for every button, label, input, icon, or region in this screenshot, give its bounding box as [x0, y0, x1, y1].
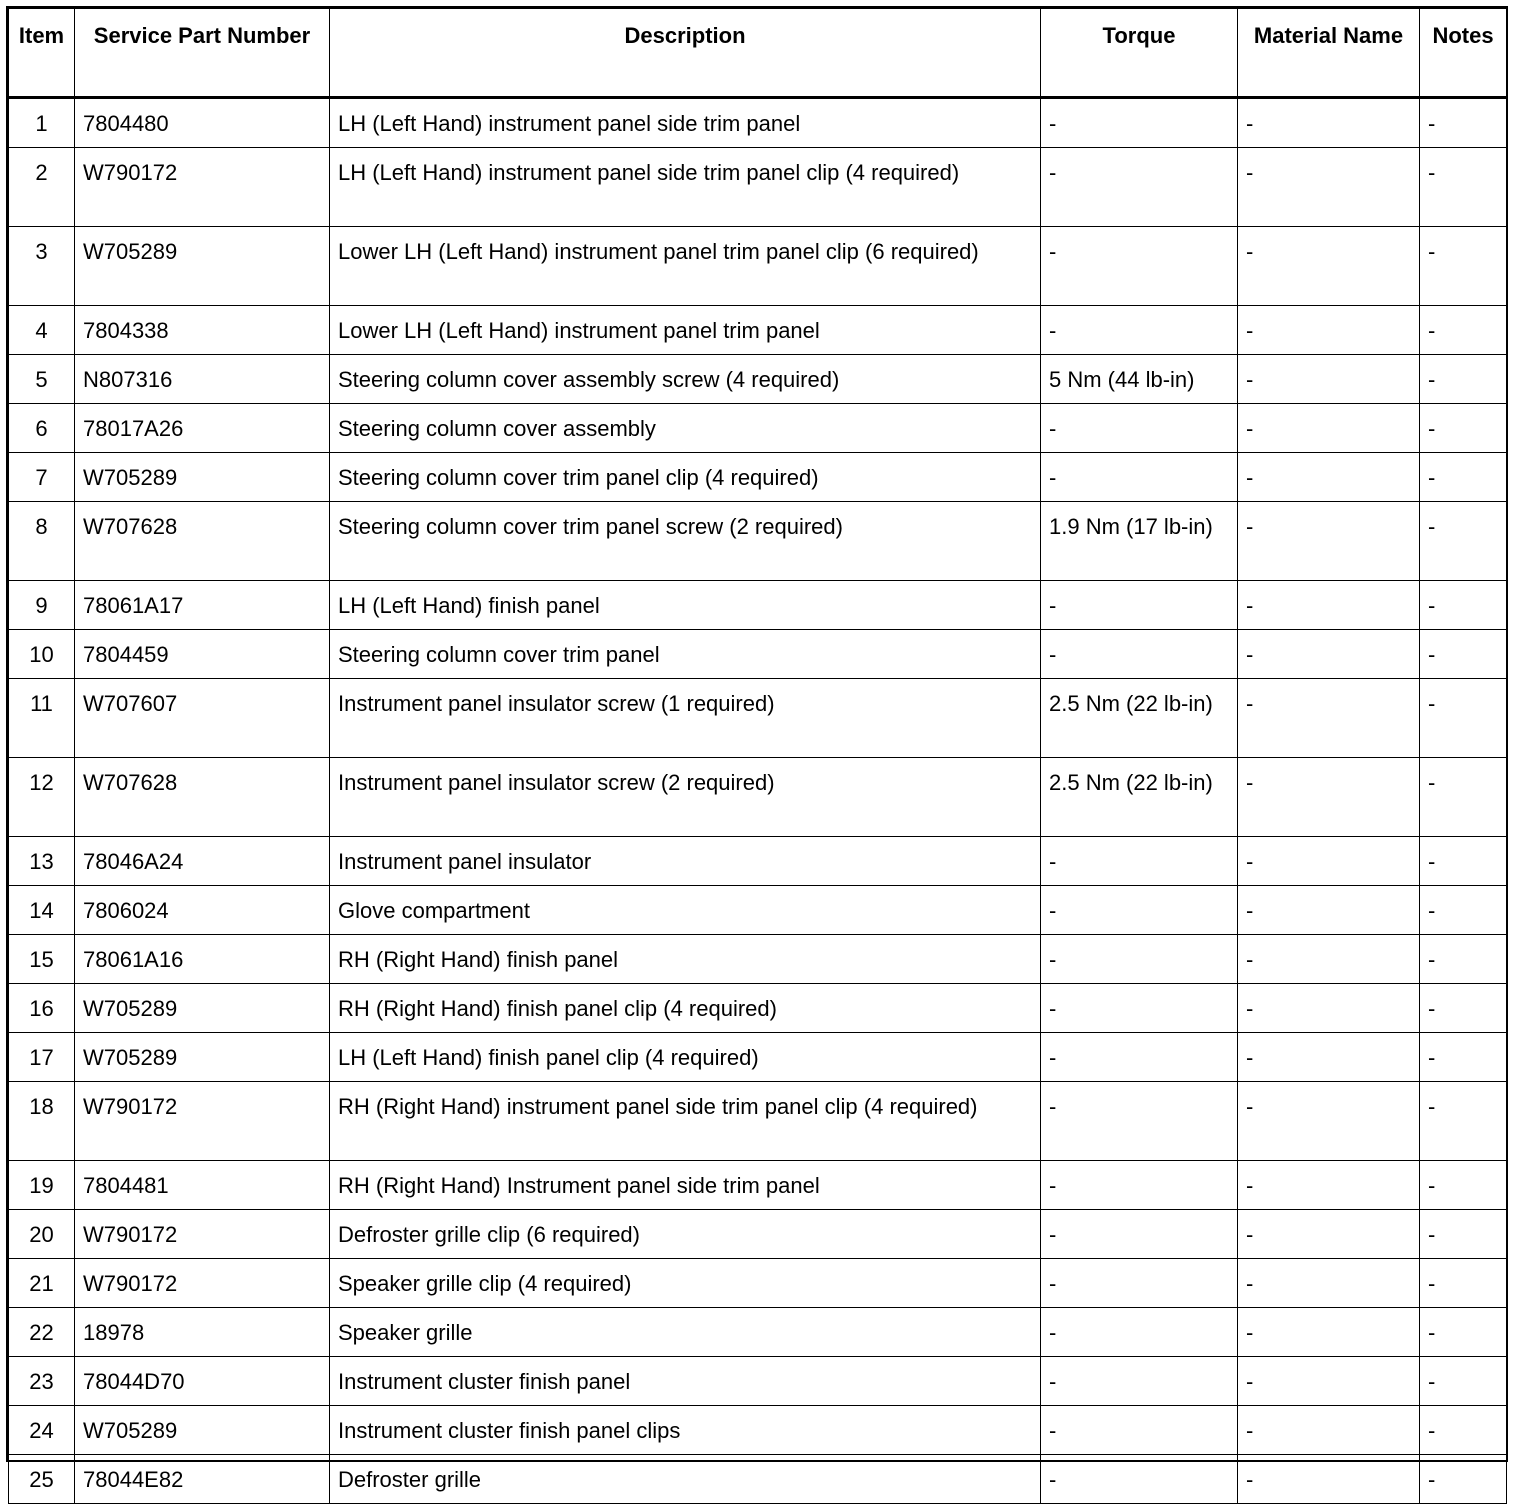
cell-notes: -: [1420, 502, 1507, 581]
cell-notes: -: [1420, 1308, 1507, 1357]
cell-notes: -: [1420, 98, 1507, 148]
cell-description: Lower LH (Left Hand) instrument panel trim panel clip (6 required): [330, 227, 1041, 306]
cell-item: 19: [9, 1161, 75, 1210]
cell-torque: 1.9 Nm (17 lb-in): [1041, 502, 1238, 581]
cell-material: -: [1238, 227, 1420, 306]
cell-notes: -: [1420, 984, 1507, 1033]
header-material-name: Material Name: [1238, 9, 1420, 98]
table-row: [9, 1082, 1507, 1161]
cell-description: RH (Right Hand) instrument panel side trim panel clip (4 required): [330, 1082, 1041, 1161]
cell-notes: -: [1420, 886, 1507, 935]
cell-material: -: [1238, 1210, 1420, 1259]
cell-torque: -: [1041, 1406, 1238, 1455]
cell-notes: -: [1420, 355, 1507, 404]
cell-item: 21: [9, 1259, 75, 1308]
cell-notes: -: [1420, 581, 1507, 630]
cell-notes: -: [1420, 630, 1507, 679]
cell-part-number: W707628: [75, 502, 330, 581]
cell-torque: 2.5 Nm (22 lb-in): [1041, 758, 1238, 837]
table-row: [9, 630, 1507, 679]
cell-material: -: [1238, 1308, 1420, 1357]
cell-description: Steering column cover assembly screw (4 required): [330, 355, 1041, 404]
cell-notes: -: [1420, 758, 1507, 837]
cell-description: RH (Right Hand) finish panel clip (4 required): [330, 984, 1041, 1033]
cell-item: 15: [9, 935, 75, 984]
cell-part-number: 78046A24: [75, 837, 330, 886]
table-row: [9, 453, 1507, 502]
cell-item: 9: [9, 581, 75, 630]
cell-material: -: [1238, 1406, 1420, 1455]
cell-item: 22: [9, 1308, 75, 1357]
cell-part-number: 78061A17: [75, 581, 330, 630]
cell-material: -: [1238, 581, 1420, 630]
cell-part-number: 7806024: [75, 886, 330, 935]
cell-item: 24: [9, 1406, 75, 1455]
cell-description: Glove compartment: [330, 886, 1041, 935]
cell-item: 20: [9, 1210, 75, 1259]
cell-item: 12: [9, 758, 75, 837]
cell-description: Defroster grille clip (6 required): [330, 1210, 1041, 1259]
cell-item: 7: [9, 453, 75, 502]
cell-part-number: W790172: [75, 1210, 330, 1259]
cell-description: LH (Left Hand) instrument panel side trim panel clip (4 required): [330, 148, 1041, 227]
cell-part-number: W705289: [75, 984, 330, 1033]
cell-notes: -: [1420, 1455, 1507, 1504]
cell-item: 1: [9, 98, 75, 148]
cell-notes: -: [1420, 227, 1507, 306]
cell-part-number: W705289: [75, 1033, 330, 1082]
cell-description: Instrument panel insulator: [330, 837, 1041, 886]
header-notes: Notes: [1420, 9, 1507, 98]
cell-part-number: W790172: [75, 1082, 330, 1161]
cell-material: -: [1238, 1455, 1420, 1504]
table-row: [9, 1259, 1507, 1308]
table-row: [9, 1308, 1507, 1357]
cell-material: -: [1238, 935, 1420, 984]
cell-part-number: 7804480: [75, 98, 330, 148]
table-row: [9, 1357, 1507, 1406]
table-row: [9, 1210, 1507, 1259]
cell-description: LH (Left Hand) instrument panel side trim panel: [330, 98, 1041, 148]
cell-item: 3: [9, 227, 75, 306]
cell-notes: -: [1420, 306, 1507, 355]
cell-notes: -: [1420, 453, 1507, 502]
cell-part-number: 7804459: [75, 630, 330, 679]
cell-material: -: [1238, 758, 1420, 837]
header-service-part-number: Service Part Number: [75, 9, 330, 98]
cell-description: Defroster grille: [330, 1455, 1041, 1504]
cell-torque: -: [1041, 886, 1238, 935]
cell-material: -: [1238, 98, 1420, 148]
cell-notes: -: [1420, 1406, 1507, 1455]
cell-torque: -: [1041, 1033, 1238, 1082]
cell-item: 16: [9, 984, 75, 1033]
cell-part-number: W705289: [75, 227, 330, 306]
cell-description: Instrument panel insulator screw (1 required): [330, 679, 1041, 758]
cell-part-number: 7804481: [75, 1161, 330, 1210]
cell-material: -: [1238, 886, 1420, 935]
cell-item: 11: [9, 679, 75, 758]
cell-description: LH (Left Hand) finish panel clip (4 required): [330, 1033, 1041, 1082]
cell-torque: -: [1041, 148, 1238, 227]
cell-part-number: 78044E82: [75, 1455, 330, 1504]
cell-description: Speaker grille: [330, 1308, 1041, 1357]
cell-material: -: [1238, 837, 1420, 886]
cell-description: Lower LH (Left Hand) instrument panel trim panel: [330, 306, 1041, 355]
cell-torque: -: [1041, 837, 1238, 886]
cell-item: 5: [9, 355, 75, 404]
cell-material: -: [1238, 1259, 1420, 1308]
cell-notes: -: [1420, 935, 1507, 984]
cell-torque: -: [1041, 1357, 1238, 1406]
cell-item: 18: [9, 1082, 75, 1161]
table-row: [9, 679, 1507, 758]
cell-material: -: [1238, 404, 1420, 453]
cell-item: 2: [9, 148, 75, 227]
table-row: [9, 1161, 1507, 1210]
cell-material: -: [1238, 453, 1420, 502]
table-row: [9, 1033, 1507, 1082]
cell-material: -: [1238, 148, 1420, 227]
table-row: [9, 984, 1507, 1033]
header-item: Item: [9, 9, 75, 98]
cell-part-number: W707607: [75, 679, 330, 758]
cell-torque: -: [1041, 306, 1238, 355]
cell-part-number: W790172: [75, 148, 330, 227]
cell-item: 25: [9, 1455, 75, 1504]
cell-item: 10: [9, 630, 75, 679]
cell-notes: -: [1420, 1259, 1507, 1308]
header-description: Description: [330, 9, 1041, 98]
cell-notes: -: [1420, 1082, 1507, 1161]
cell-material: -: [1238, 679, 1420, 758]
table-row: [9, 148, 1507, 227]
table-row: [9, 581, 1507, 630]
header-torque: Torque: [1041, 9, 1238, 98]
parts-table: [8, 8, 1507, 1504]
cell-description: Instrument cluster finish panel clips: [330, 1406, 1041, 1455]
table-row: [9, 502, 1507, 581]
cell-item: 17: [9, 1033, 75, 1082]
table-row: [9, 1406, 1507, 1455]
table-row: [9, 227, 1507, 306]
cell-material: -: [1238, 1033, 1420, 1082]
cell-notes: -: [1420, 1357, 1507, 1406]
table-row: [9, 935, 1507, 984]
cell-material: -: [1238, 306, 1420, 355]
cell-torque: -: [1041, 984, 1238, 1033]
cell-torque: 2.5 Nm (22 lb-in): [1041, 679, 1238, 758]
cell-torque: -: [1041, 98, 1238, 148]
table-header-row: [9, 9, 1507, 98]
cell-item: 23: [9, 1357, 75, 1406]
cell-material: -: [1238, 1161, 1420, 1210]
cell-part-number: W705289: [75, 453, 330, 502]
table-row: [9, 404, 1507, 453]
cell-item: 4: [9, 306, 75, 355]
cell-material: -: [1238, 502, 1420, 581]
table-row: [9, 355, 1507, 404]
cell-description: Steering column cover assembly: [330, 404, 1041, 453]
cell-material: -: [1238, 1082, 1420, 1161]
cell-torque: -: [1041, 1161, 1238, 1210]
cell-item: 13: [9, 837, 75, 886]
table-row: [9, 758, 1507, 837]
cell-part-number: 18978: [75, 1308, 330, 1357]
cell-torque: -: [1041, 1210, 1238, 1259]
cell-description: RH (Right Hand) finish panel: [330, 935, 1041, 984]
cell-description: RH (Right Hand) Instrument panel side trim panel: [330, 1161, 1041, 1210]
cell-part-number: 78044D70: [75, 1357, 330, 1406]
table-row: [9, 98, 1507, 148]
cell-part-number: 7804338: [75, 306, 330, 355]
cell-notes: -: [1420, 1033, 1507, 1082]
cell-notes: -: [1420, 404, 1507, 453]
cell-material: -: [1238, 355, 1420, 404]
cell-description: Instrument cluster finish panel: [330, 1357, 1041, 1406]
cell-description: Instrument panel insulator screw (2 required): [330, 758, 1041, 837]
cell-part-number: W707628: [75, 758, 330, 837]
cell-torque: -: [1041, 227, 1238, 306]
parts-table-container: [6, 6, 1508, 1492]
cell-notes: -: [1420, 837, 1507, 886]
cell-notes: -: [1420, 1210, 1507, 1259]
cell-torque: -: [1041, 1259, 1238, 1308]
cell-item: 6: [9, 404, 75, 453]
cell-notes: -: [1420, 679, 1507, 758]
cell-description: LH (Left Hand) finish panel: [330, 581, 1041, 630]
cell-torque: -: [1041, 1455, 1238, 1504]
cell-material: -: [1238, 630, 1420, 679]
cell-torque: -: [1041, 935, 1238, 984]
cell-item: 8: [9, 502, 75, 581]
cell-torque: -: [1041, 453, 1238, 502]
cell-description: Steering column cover trim panel screw (2 required): [330, 502, 1041, 581]
cell-torque: -: [1041, 1082, 1238, 1161]
cell-part-number: W705289: [75, 1406, 330, 1455]
cell-material: -: [1238, 1357, 1420, 1406]
table-row: [9, 837, 1507, 886]
cell-description: Speaker grille clip (4 required): [330, 1259, 1041, 1308]
cell-torque: -: [1041, 1308, 1238, 1357]
table-row: [9, 306, 1507, 355]
cell-material: -: [1238, 984, 1420, 1033]
table-row: [9, 1455, 1507, 1504]
table-row: [9, 886, 1507, 935]
cell-notes: -: [1420, 148, 1507, 227]
cell-part-number: W790172: [75, 1259, 330, 1308]
cell-torque: 5 Nm (44 lb-in): [1041, 355, 1238, 404]
cell-torque: -: [1041, 404, 1238, 453]
cell-part-number: 78061A16: [75, 935, 330, 984]
cell-item: 14: [9, 886, 75, 935]
cell-torque: -: [1041, 581, 1238, 630]
cell-torque: -: [1041, 630, 1238, 679]
cell-part-number: N807316: [75, 355, 330, 404]
cell-description: Steering column cover trim panel clip (4 required): [330, 453, 1041, 502]
cell-description: Steering column cover trim panel: [330, 630, 1041, 679]
cell-part-number: 78017A26: [75, 404, 330, 453]
cell-notes: -: [1420, 1161, 1507, 1210]
